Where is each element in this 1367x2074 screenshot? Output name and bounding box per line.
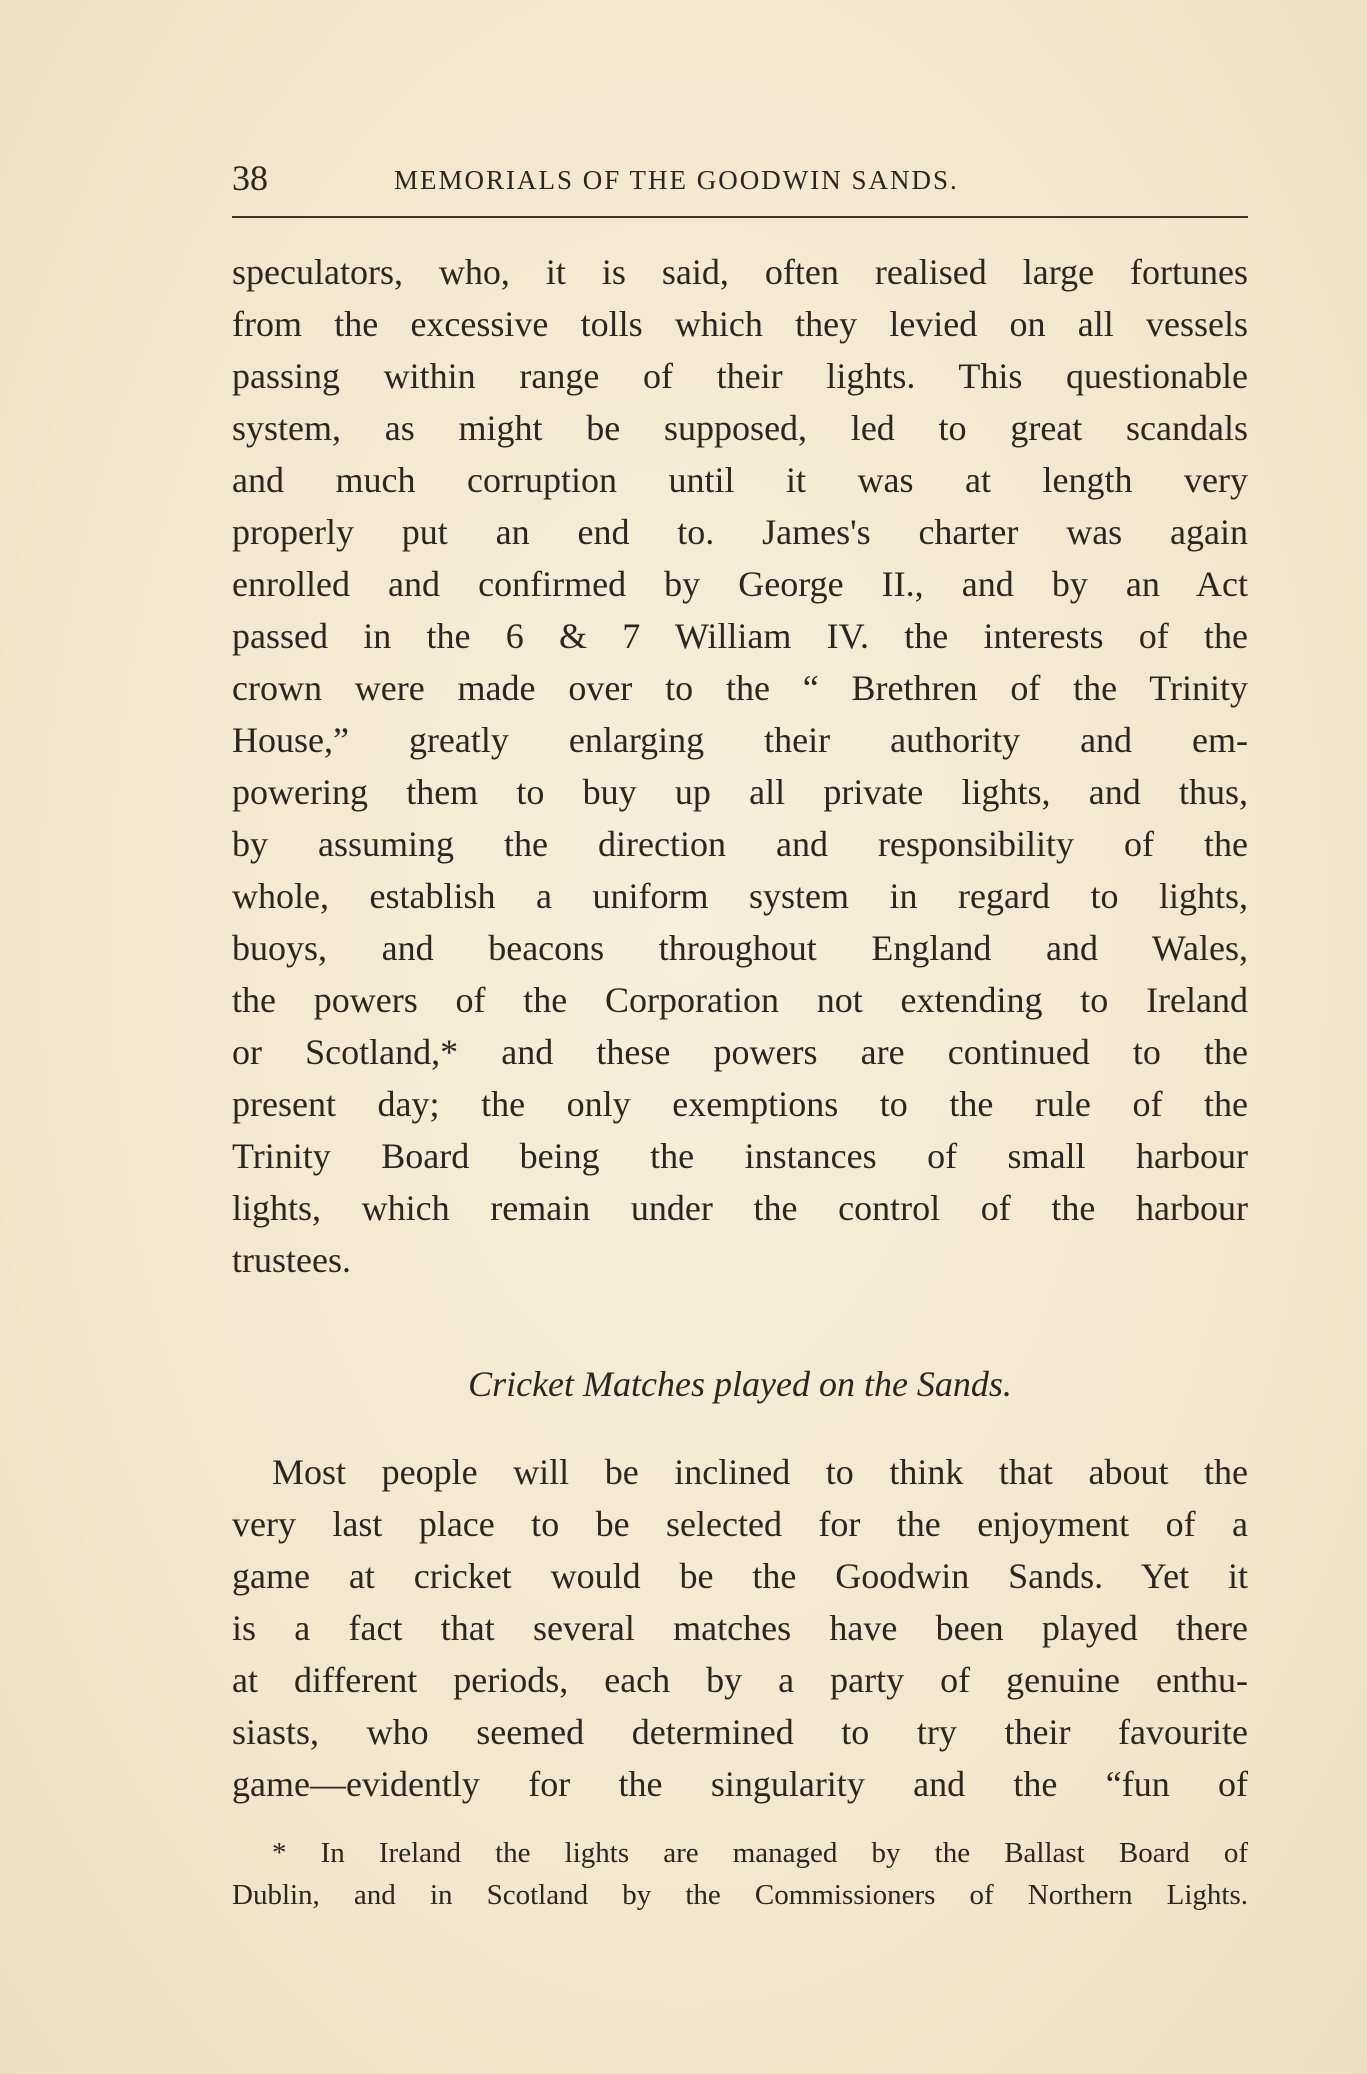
text-line: lights, which remain under the control of the harbour (232, 1188, 1248, 1228)
text-line: or Scotland,* and these powers are continued to the (232, 1032, 1248, 1072)
text-line: Most people will be inclined to think that about the (272, 1452, 1248, 1492)
text-line: siasts, who seemed determined to try their favourite (232, 1712, 1248, 1752)
text-line: game at cricket would be the Goodwin Sands. Yet it (232, 1556, 1248, 1596)
footnote-line: * In Ireland the lights are managed by the Ballast Board of (272, 1837, 1248, 1869)
text-line: crown were made over to the “ Brethren of the Trinity (232, 668, 1248, 708)
paragraph-cricket (232, 1446, 1248, 1810)
text-line: by assuming the direction and responsibility of the (232, 824, 1248, 864)
text-line: at different periods, each by a party of genuine enthu- (232, 1660, 1248, 1700)
text-line: passed in the 6 & 7 William IV. the interests of the (232, 616, 1248, 656)
text-line: the powers of the Corporation not extending to Ireland (232, 980, 1248, 1020)
page-header (232, 156, 1248, 200)
paragraph-continued (232, 246, 1248, 1286)
text-line: present day; the only exemptions to the rule of the (232, 1084, 1248, 1124)
text-line: powering them to buy up all private lights, and thus, (232, 772, 1248, 812)
text-line: whole, establish a uniform system in regard to lights, (232, 876, 1248, 916)
text-line: Trinity Board being the instances of small harbour (232, 1136, 1248, 1176)
text-line: game—evidently for the singularity and the “fun of (232, 1764, 1248, 1804)
text-line: is a fact that several matches have been played there (232, 1608, 1248, 1648)
text-line: trustees. (232, 1240, 351, 1280)
text-line: enrolled and confirmed by George II., and by an Act (232, 564, 1248, 604)
running-title: MEMORIALS OF THE GOODWIN SANDS. (394, 165, 959, 195)
text-line: very last place to be selected for the enjoyment of a (232, 1504, 1248, 1544)
text-line: from the excessive tolls which they levied on all vessels (232, 304, 1248, 344)
text-line: system, as might be supposed, led to great scandals (232, 408, 1248, 448)
section-heading: Cricket Matches played on the Sands. (468, 1364, 1012, 1404)
text-line: House,” greatly enlarging their authority and em- (232, 720, 1248, 760)
page-number: 38 (232, 158, 268, 198)
text-line: passing within range of their lights. This questionable (232, 356, 1248, 396)
text-line: speculators, who, it is said, often realised large fortunes (232, 252, 1248, 292)
header-rule (232, 216, 1248, 218)
text-line: buoys, and beacons throughout England and Wales, (232, 928, 1248, 968)
footnote-line: Dublin, and in Scotland by the Commissioners of Northern Lights. (232, 1879, 1248, 1911)
text-line: and much corruption until it was at length very (232, 460, 1248, 500)
text-line: properly put an end to. James's charter was again (232, 512, 1248, 552)
footnote (232, 1832, 1248, 1916)
